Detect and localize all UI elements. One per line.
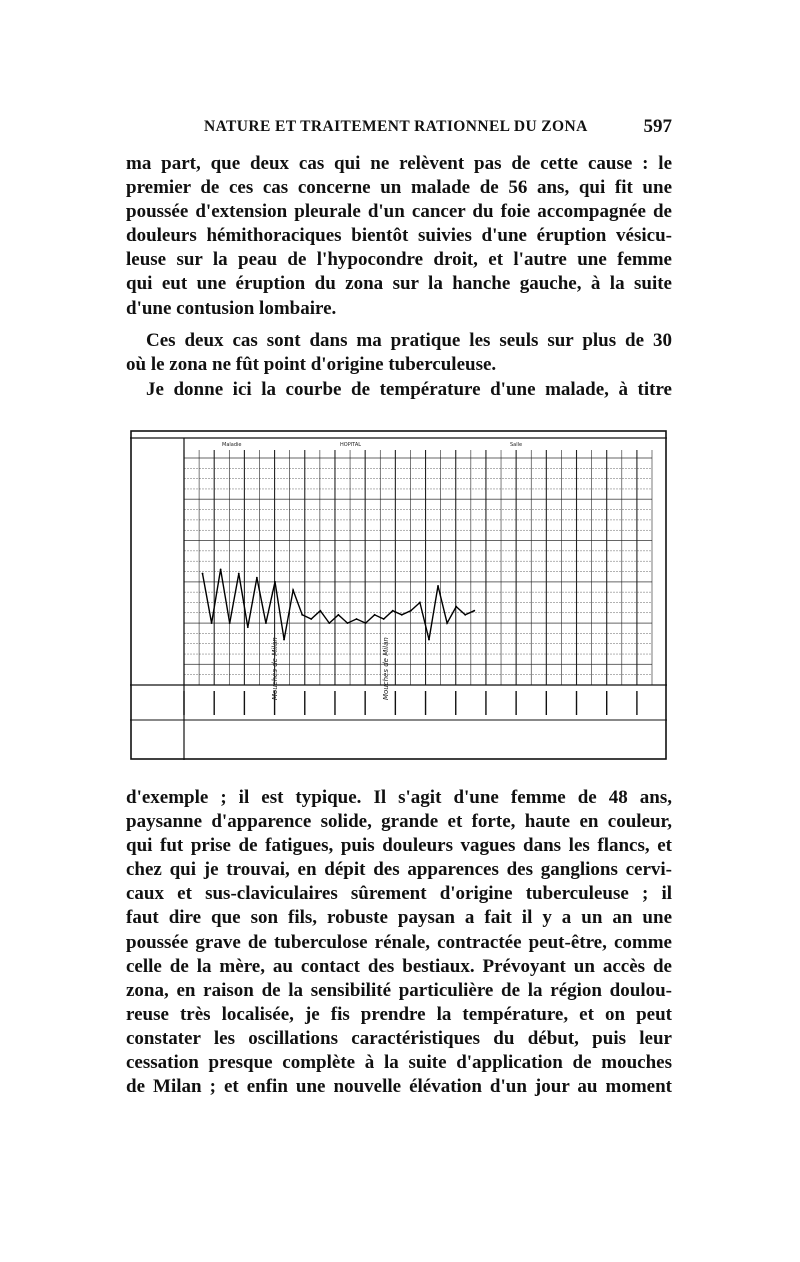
- temperature-point: [229, 622, 231, 624]
- text-line: Je donne ici la courbe de température d'une malade, à titre: [146, 379, 672, 400]
- temperature-point: [392, 610, 394, 612]
- temperature-point: [211, 622, 213, 624]
- temperature-point: [283, 639, 285, 641]
- text-line: zona, en raison de la sensibilité particulière de la région doulou-: [126, 979, 672, 1001]
- temperature-chart: [130, 430, 667, 760]
- text-line: de Milan ; et enfin une nouvelle élévation d'un jour au moment: [126, 1076, 672, 1098]
- temperature-point: [419, 602, 421, 604]
- temperature-point: [265, 622, 267, 624]
- temperature-point: [410, 610, 412, 612]
- text-line: poussée grave de tuberculose rénale, contractée peut-être, comme: [126, 931, 672, 953]
- text-line: poussée d'extension pleurale d'un cancer du foie accompagnée de: [126, 201, 672, 223]
- paragraph-1: [126, 152, 672, 321]
- temperature-chart-svg: [130, 430, 667, 760]
- running-head: [126, 116, 672, 140]
- paragraph-4: [126, 786, 672, 1099]
- text-line: reuse très localisée, je fis prendre la température, et on peut: [126, 1003, 672, 1025]
- text-line: faut dire que son fils, robuste paysan a fait il y a un an une: [126, 907, 672, 929]
- temperature-point: [202, 573, 204, 575]
- temperature-point: [301, 614, 303, 616]
- temperature-point: [464, 614, 466, 616]
- text-line: chez qui je trouvai, en dépit des apparences des ganglions cervi-: [126, 859, 672, 881]
- temperature-point: [383, 618, 385, 620]
- temperature-point: [374, 614, 376, 616]
- temperature-point: [310, 618, 312, 620]
- chart-header-label: Salle: [510, 442, 523, 448]
- text-line: cessation presque complète à la suite d'application de mouches: [126, 1052, 672, 1074]
- chart-header-label: Maladie: [222, 442, 242, 448]
- running-title: NATURE ET TRAITEMENT RATIONNEL DU ZONA: [204, 118, 588, 135]
- text-line: paysanne d'apparence solide, grande et forte, haute en couleur,: [126, 811, 672, 833]
- temperature-point: [356, 618, 358, 620]
- text-line: caux et sus-claviculaires sûrement d'origine tuberculeuse ; il: [126, 883, 672, 905]
- text-line: où le zona ne fût point d'origine tuberculeuse.: [126, 354, 497, 376]
- temperature-point: [437, 585, 439, 587]
- text-line: celle de la mère, au contact des bestiaux. Prévoyant un accès de: [126, 955, 672, 977]
- temperature-point: [338, 614, 340, 616]
- temperature-point: [401, 614, 403, 616]
- text-line: douleurs hémithoraciques bientôt suivies d'une éruption vésicu-: [126, 225, 672, 247]
- temperature-point: [319, 610, 321, 612]
- paragraph-2: [126, 329, 672, 377]
- temperature-point: [365, 622, 367, 624]
- temperature-point: [473, 610, 475, 612]
- text-line: constater les oscillations caractéristiques du début, puis leur: [126, 1027, 672, 1049]
- text-line: premier de ces cas concerne un malade de 56 ans, qui fit une: [126, 177, 672, 199]
- text-line: Ces deux cas sont dans ma pratique les seuls sur plus de 30: [146, 330, 672, 351]
- temperature-point: [428, 639, 430, 641]
- text-line: leuse sur la peau de l'hypocondre droit, et l'autre une femme: [126, 249, 672, 271]
- text-line: d'exemple ; il est typique. Il s'agit d'une femme de 48 ans,: [126, 787, 672, 808]
- text-line: d'une contusion lombaire.: [126, 297, 337, 319]
- temperature-point: [347, 622, 349, 624]
- temperature-line: [203, 569, 475, 639]
- chart-annotation: Mouches de Milan: [382, 637, 390, 700]
- page-number: 597: [643, 116, 672, 137]
- text-line: qui fut prise de fatigues, puis douleurs vagues dans les flancs, et: [126, 835, 672, 857]
- temperature-point: [256, 577, 258, 579]
- temperature-point: [328, 622, 330, 624]
- text-line: qui eut une éruption du zona sur la hanche gauche, à la suite: [126, 273, 672, 295]
- temperature-point: [247, 626, 249, 628]
- chart-annotation: Mouches de Milan: [271, 637, 279, 700]
- chart-header-label: HOPITAL: [340, 442, 362, 448]
- temperature-point: [274, 581, 276, 583]
- temperature-point: [238, 573, 240, 575]
- paragraph-3: [126, 378, 672, 402]
- temperature-point: [292, 589, 294, 591]
- temperature-point: [446, 622, 448, 624]
- chart-frame: [131, 431, 666, 759]
- text-line: ma part, que deux cas qui ne relèvent pas de cette cause : le: [126, 153, 672, 174]
- temperature-point: [220, 569, 222, 571]
- temperature-point: [455, 606, 457, 608]
